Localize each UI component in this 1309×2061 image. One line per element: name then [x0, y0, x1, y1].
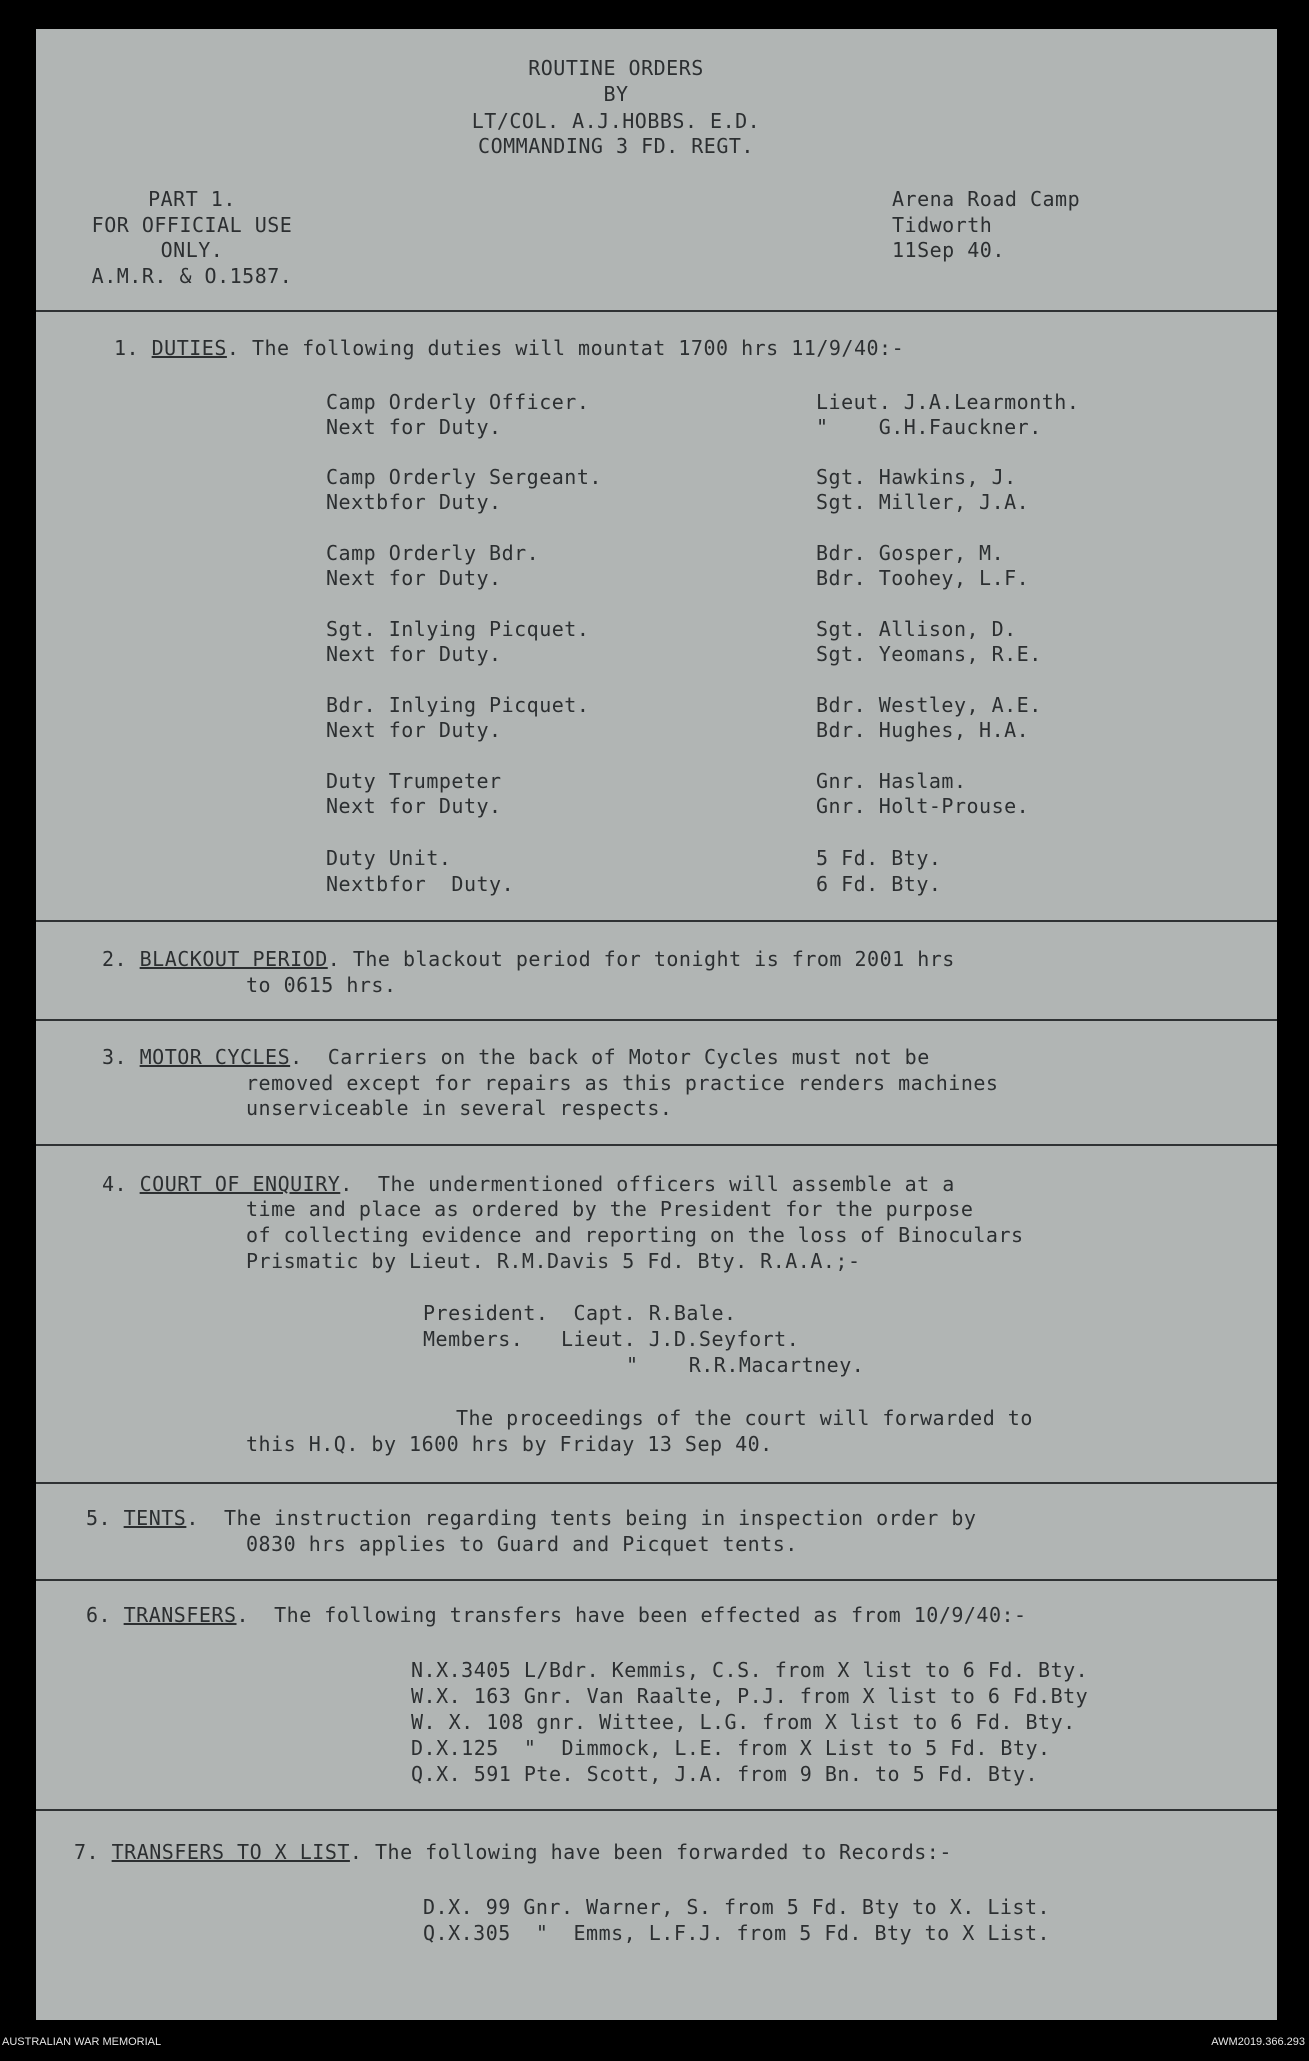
section-text: this H.Q. by 1600 hrs by Friday 13 Sep 40.	[246, 1432, 773, 1456]
section-text: removed except for repairs as this practice renders machines	[246, 1071, 999, 1095]
transfer-item: N.X.3405 L/Bdr. Kemmis, C.S. from X list to 6 Fd. Bty.	[411, 1658, 1089, 1682]
duty-role: Duty Unit.	[326, 846, 452, 870]
transfer-item: Q.X. 591 Pte. Scott, J.A. from 9 Bn. to 5 Fd. Bty.	[411, 1762, 1039, 1786]
location-town: Tidworth	[892, 213, 993, 237]
duty-role: Duty Trumpeter	[326, 769, 502, 793]
section-text: . The instruction regarding tents being in inspection order by	[186, 1506, 977, 1530]
doc-title: ROUTINE ORDERS	[528, 56, 704, 80]
duty-name: Bdr. Toohey, L.F.	[816, 566, 1030, 590]
duty-role: Next for Duty.	[326, 794, 502, 818]
section-transfers-to-x-list	[74, 1839, 952, 1865]
duty-role: Sgt. Inlying Picquet.	[326, 617, 590, 641]
duty-role: Next for Duty.	[326, 718, 502, 742]
section-heading: BLACKOUT PERIOD	[139, 947, 328, 971]
classification-only: ONLY.	[160, 238, 224, 262]
duty-name: Lieut. J.A.Learmonth.	[816, 390, 1080, 414]
duty-name: Gnr. Holt-Prouse.	[816, 794, 1030, 818]
duty-name: Sgt. Hawkins, J.	[816, 465, 1017, 489]
section-transfers	[86, 1602, 1027, 1628]
location-camp: Arena Road Camp	[892, 187, 1081, 211]
doc-unit: COMMANDING 3 FD. REGT.	[478, 134, 754, 158]
duty-name: Sgt. Miller, J.A.	[816, 490, 1030, 514]
duty-name: " G.H.Fauckner.	[816, 415, 1042, 439]
classification: FOR OFFICIAL USE	[91, 213, 293, 237]
section-heading: TENTS	[123, 1506, 187, 1530]
duty-role: Nextbfor Duty.	[326, 872, 515, 896]
section-number: 6.	[86, 1603, 112, 1627]
section-text: Prismatic by Lieut. R.M.Davis 5 Fd. Bty. R.A.A.;-	[246, 1249, 861, 1273]
section-motor-cycles	[102, 1044, 930, 1070]
court-member: Members. Lieut. J.D.Seyfort.	[423, 1327, 800, 1351]
section-text: of collecting evidence and reporting on the loss of Binoculars	[246, 1223, 1024, 1247]
section-number: 4.	[102, 1172, 128, 1196]
duty-name: Bdr. Hughes, H.A.	[816, 718, 1030, 742]
duty-name: Sgt. Yeomans, R.E.	[816, 642, 1042, 666]
section-number: 7.	[74, 1840, 100, 1864]
section-heading: TRANSFERS TO X LIST	[111, 1840, 350, 1864]
transfer-item: W.X. 163 Gnr. Van Raalte, P.J. from X list to 6 Fd.Bty	[411, 1684, 1089, 1708]
duty-role: Camp Orderly Officer.	[326, 390, 590, 414]
duty-role: Next for Duty.	[326, 642, 502, 666]
court-president: President. Capt. R.Bale.	[423, 1301, 737, 1325]
section-text: . The following have been forwarded to Records:-	[349, 1840, 952, 1864]
section-heading: TRANSFERS	[123, 1603, 237, 1627]
transfer-item: D.X. 99 Gnr. Warner, S. from 5 Fd. Bty to X. List.	[423, 1895, 1051, 1919]
duty-name: 6 Fd. Bty.	[816, 872, 942, 896]
section-text: . The blackout period for tonight is from 2001 hrs	[327, 947, 955, 971]
section-number: 1.	[114, 336, 140, 360]
section-number: 2.	[102, 947, 128, 971]
section-text: 0830 hrs applies to Guard and Picquet tents.	[246, 1532, 798, 1556]
section-number: 3.	[102, 1045, 128, 1069]
transfer-item: Q.X.305 " Emms, L.F.J. from 5 Fd. Bty to X List.	[423, 1921, 1051, 1945]
section-text: The proceedings of the court will forwarded to	[456, 1406, 1033, 1430]
section-divider	[36, 310, 1277, 312]
section-divider	[36, 1144, 1277, 1146]
section-duties	[114, 335, 904, 361]
duty-name: Bdr. Gosper, M.	[816, 541, 1005, 565]
section-tents	[86, 1505, 976, 1531]
order-reference: A.M.R. & O.1587.	[91, 264, 293, 288]
section-divider	[36, 1579, 1277, 1581]
footer-accession-number: AWM2019.366.293	[1211, 2036, 1305, 2048]
section-text: time and place as ordered by the President for the purpose	[246, 1197, 974, 1221]
duty-name: 5 Fd. Bty.	[816, 846, 942, 870]
duty-role: Next for Duty.	[326, 415, 502, 439]
court-member: " R.R.Macartney.	[626, 1353, 865, 1377]
section-court-of-enquiry	[102, 1171, 955, 1197]
section-text: unserviceable in several respects.	[246, 1096, 673, 1120]
order-date: 11Sep 40.	[892, 238, 1005, 262]
section-text: . Carriers on the back of Motor Cycles must not be	[290, 1045, 930, 1069]
section-text: . The following transfers have been effected as from 10/9/40:-	[236, 1603, 1027, 1627]
doc-title-by: BY	[603, 82, 629, 106]
section-text: to 0615 hrs.	[246, 973, 397, 997]
duty-role: Nextbfor Duty.	[326, 490, 502, 514]
footer-credit: AUSTRALIAN WAR MEMORIAL	[2, 2036, 162, 2048]
document-page	[36, 29, 1277, 2020]
part-label: PART 1.	[148, 187, 236, 211]
section-divider	[36, 920, 1277, 922]
section-divider	[36, 1809, 1277, 1811]
duty-name: Sgt. Allison, D.	[816, 617, 1017, 641]
transfer-item: D.X.125 " Dimmock, L.E. from X List to 5 Fd. Bty.	[411, 1736, 1051, 1760]
duty-role: Next for Duty.	[326, 566, 502, 590]
duty-name: Gnr. Haslam.	[816, 769, 967, 793]
duty-name: Bdr. Westley, A.E.	[816, 693, 1042, 717]
section-divider	[36, 1482, 1277, 1484]
section-text: . The undermentioned officers will assemble at a	[340, 1172, 955, 1196]
duty-role: Camp Orderly Bdr.	[326, 541, 540, 565]
transfer-item: W. X. 108 gnr. Wittee, L.G. from X list to 6 Fd. Bty.	[411, 1710, 1076, 1734]
duty-role: Camp Orderly Sergeant.	[326, 465, 602, 489]
doc-commander: LT/COL. A.J.HOBBS. E.D.	[471, 109, 761, 133]
duty-role: Bdr. Inlying Picquet.	[326, 693, 590, 717]
section-heading: MOTOR CYCLES	[139, 1045, 291, 1069]
section-blackout	[102, 946, 955, 972]
section-number: 5.	[86, 1506, 112, 1530]
section-divider	[36, 1019, 1277, 1021]
section-heading: DUTIES	[151, 336, 227, 360]
section-heading: COURT OF ENQUIRY	[139, 1172, 341, 1196]
section-text: . The following duties will mountat 1700 hrs 11/9/40:-	[226, 336, 905, 360]
